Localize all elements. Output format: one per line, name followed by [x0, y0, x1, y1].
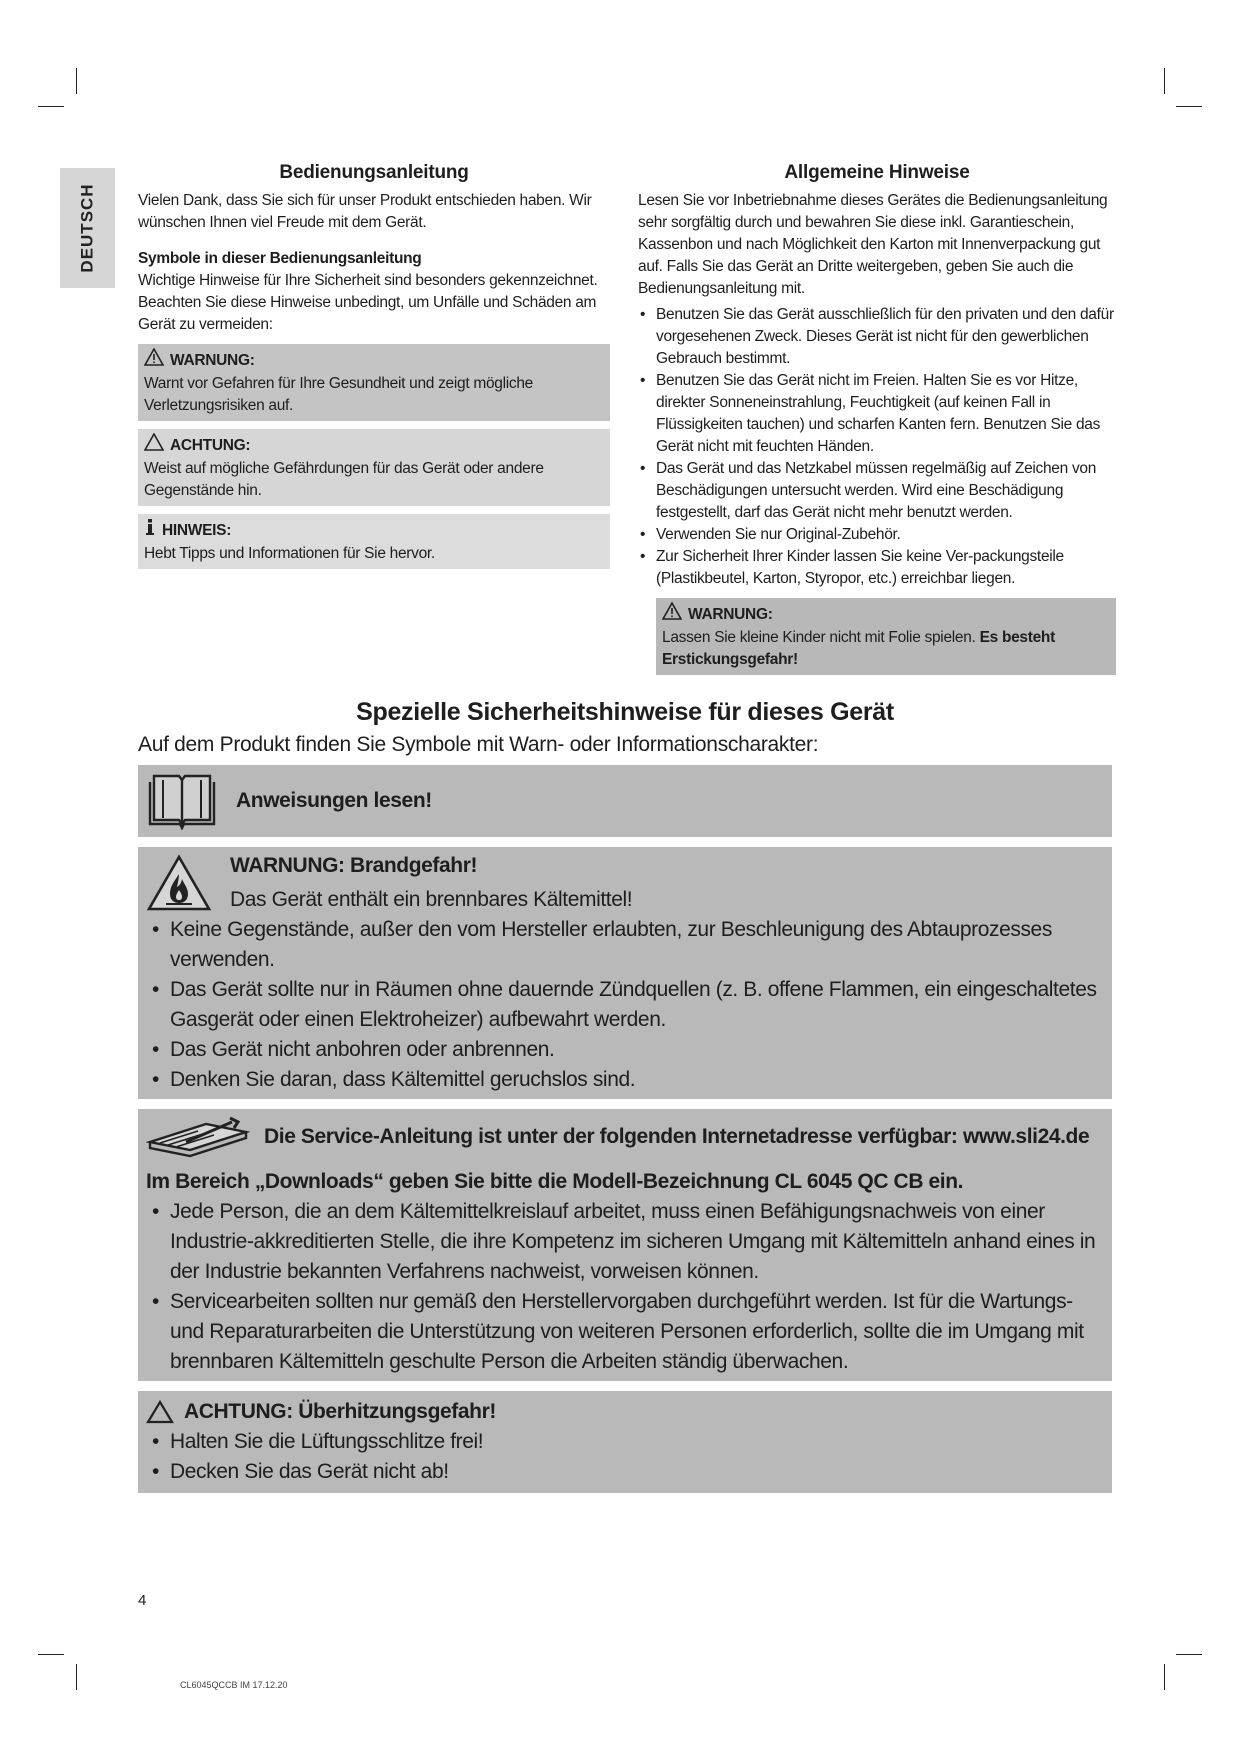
symbols-text: Wichtige Hinweise für Ihre Sicherheit sind besonders gekennzeichnet. Beachten Sie diese Hinweise unbedingt, um Unfälle und Schäden am Gerät zu vermeiden: [138, 272, 598, 333]
list-item: • Zur Sicherheit Ihrer Kinder lassen Sie keine Ver-packungsteile (Plastikbeutel, Karton, Styropor, etc.) erreichbar liegen. [638, 546, 1116, 590]
special-intro: Auf dem Produkt finden Sie Symbole mit Warn- oder Informationscharakter: [138, 733, 819, 756]
list-item: • Das Gerät nicht anbohren oder anbrennen. [146, 1035, 1104, 1065]
list-item: • Das Gerät und das Netzkabel müssen regelmäßig auf Zeichen von Beschädigungen untersucht werden. Wird eine Beschädigung festgestellt, darf das Gerät nicht mehr benutzt werden. [638, 458, 1116, 524]
note-box-title-row [144, 518, 604, 543]
list-item: • Keine Gegenstände, außer den vom Hersteller erlaubten, zur Beschleunigung des Abtauprozesses verwenden. [146, 915, 1104, 975]
caution-triangle-icon [144, 433, 164, 458]
overheat-title: ACHTUNG: Überhitzungsgefahr! [184, 1400, 496, 1423]
list-item: • Verwenden Sie nur Original-Zubehör. [638, 524, 1116, 546]
overheat-list [146, 1427, 1104, 1487]
info-icon [144, 518, 156, 543]
service-model: Im Bereich „Downloads“ geben Sie bitte die Modell-Bezeichnung CL 6045 QC CB ein. [146, 1170, 964, 1193]
fire-warning-title: WARNUNG: Brandgefahr! [230, 854, 478, 877]
warning-title: WARNUNG: [170, 351, 255, 369]
overheat-box [138, 1391, 1112, 1493]
fire-warning-subtitle: Das Gerät enthält ein brennbares Kältemittel! [230, 888, 633, 911]
caution-triangle-icon [146, 1400, 174, 1424]
service-header [146, 1113, 1104, 1161]
crop-mark [38, 106, 64, 107]
child-warning-box [656, 598, 1116, 675]
warning-triangle-icon [662, 602, 682, 627]
list-item: • Benutzen Sie das Gerät ausschließlich für den privaten und den dafür vorgesehenen Zweck. Dieses Gerät ist nicht für den gewerblichen Gebrauch bestimmt. [638, 304, 1116, 370]
read-instructions-label: Anweisungen lesen! [236, 789, 432, 812]
list-item: • Jede Person, die an dem Kältemittelkreislauf arbeitet, muss einen Befähigungsnachweis von einer Industrie-akkreditierten Stelle, die ihre Kompetenz im sicheren Umgang mit Kältemitteln anhand eines in der Industrie bekannten Verfahrens nachweist, vorweisen können. [146, 1197, 1104, 1287]
service-manual-icon [146, 1116, 250, 1158]
warning-box-title-row [144, 348, 604, 373]
service-title: Die Service-Anleitung ist unter der folgenden Internetadresse verfügbar: www.sli24.de [264, 1125, 1090, 1148]
list-item: • Denken Sie daran, dass Kältemittel geruchslos sind. [146, 1065, 1104, 1095]
fire-warning-box [138, 847, 1112, 1099]
warning-box [138, 344, 610, 421]
note-title: HINWEIS: [162, 521, 232, 539]
fire-warning-header [146, 851, 1104, 915]
right-title: Allgemeine Hinweise [784, 162, 970, 183]
general-notes-list [638, 304, 1116, 590]
right-intro: Lesen Sie vor Inbetriebnahme dieses Gerätes die Bedienungsanleitung sehr sorgfältig durch und bewahren Sie diese inkl. Garantieschein, Kassenbon und nach Möglichkeit den Karton mit Innenverpackung gut auf. Falls Sie das Gerät an Dritte weitergeben, geben Sie auch die Bedienungsanleitung mit. [638, 192, 1108, 297]
special-title: Spezielle Sicherheitshinweise für dieses Gerät [356, 698, 894, 726]
symbols-heading: Symbole in dieser Bedienungsanleitung [138, 250, 422, 267]
child-warning-title: WARNUNG: [688, 605, 773, 623]
crop-mark [1164, 1664, 1165, 1690]
warning-triangle-icon [144, 348, 164, 373]
page-number: 4 [138, 1592, 147, 1609]
child-warning-body [662, 627, 1110, 671]
caution-title: ACHTUNG: [170, 436, 251, 454]
note-text: Hebt Tipps und Informationen für Sie hervor. [144, 545, 435, 562]
right-column [638, 162, 1116, 675]
list-item: • Benutzen Sie das Gerät nicht im Freien. Halten Sie es vor Hitze, direkter Sonneneinstrahlung, Feuchtigkeit (auf keinen Fall in Flüssigkeiten tauchen) und scharfen Kanten fern. Benutzen Sie das Gerät nicht mit feuchten Händen. [638, 370, 1116, 458]
book-icon [146, 772, 218, 830]
caution-box-title-row [144, 433, 604, 458]
crop-mark [1176, 106, 1202, 107]
overheat-header [146, 1397, 1104, 1427]
crop-mark [38, 1654, 64, 1655]
special-safety-section [138, 698, 1112, 1493]
service-box [138, 1109, 1112, 1381]
child-warning-text: Lassen Sie kleine Kinder nicht mit Folie spielen. [662, 629, 976, 646]
fire-warning-heading [230, 851, 632, 915]
fire-warning-list [146, 915, 1104, 1095]
warning-text: Warnt vor Gefahren für Ihre Gesundheit und zeigt mögliche Verletzungsrisiken auf. [144, 375, 533, 414]
child-warning-bold: Es besteht Erstickungsgefahr! [662, 629, 1055, 668]
flammable-warning-icon [146, 854, 212, 912]
list-item: • Das Gerät sollte nur in Räumen ohne dauernde Zündquellen (z. B. offene Flammen, ein eingeschaltetes Gasgerät oder einen Elektroheizer) aufbewahrt werden. [146, 975, 1104, 1035]
list-item: • Servicearbeiten sollten nur gemäß den Herstellervorgaben durchgeführt werden. Ist für die Wartungs- und Reparaturarbeiten die Unterstützung von weiteren Personen erforderlich, sollte die im Umgang mit brennbaren Kältemitteln geschulte Person die Arbeiten ständig überwachen. [146, 1287, 1104, 1377]
crop-mark [1164, 68, 1165, 94]
left-intro: Vielen Dank, dass Sie sich für unser Produkt entschieden haben. Wir wünschen Ihnen viel Freude mit dem Gerät. [138, 192, 592, 231]
list-item: • Decken Sie das Gerät nicht ab! [146, 1457, 1104, 1487]
caution-text: Weist auf mögliche Gefährdungen für das Gerät oder andere Gegenstände hin. [144, 460, 544, 499]
footer-code: CL6045QCCB IM 17.12.20 [180, 1680, 288, 1690]
note-box [138, 514, 610, 569]
child-warning-title-row [662, 602, 1110, 627]
caution-box [138, 429, 610, 506]
crop-mark [76, 68, 77, 94]
list-item: • Halten Sie die Lüftungsschlitze frei! [146, 1427, 1104, 1457]
language-tab [60, 168, 115, 288]
crop-mark [76, 1664, 77, 1690]
language-tab-label: DEUTSCH [77, 183, 97, 273]
left-column [138, 162, 610, 569]
crop-mark [1176, 1654, 1202, 1655]
left-title: Bedienungsanleitung [279, 162, 469, 183]
service-list [146, 1197, 1104, 1377]
read-instructions-box [138, 765, 1112, 837]
